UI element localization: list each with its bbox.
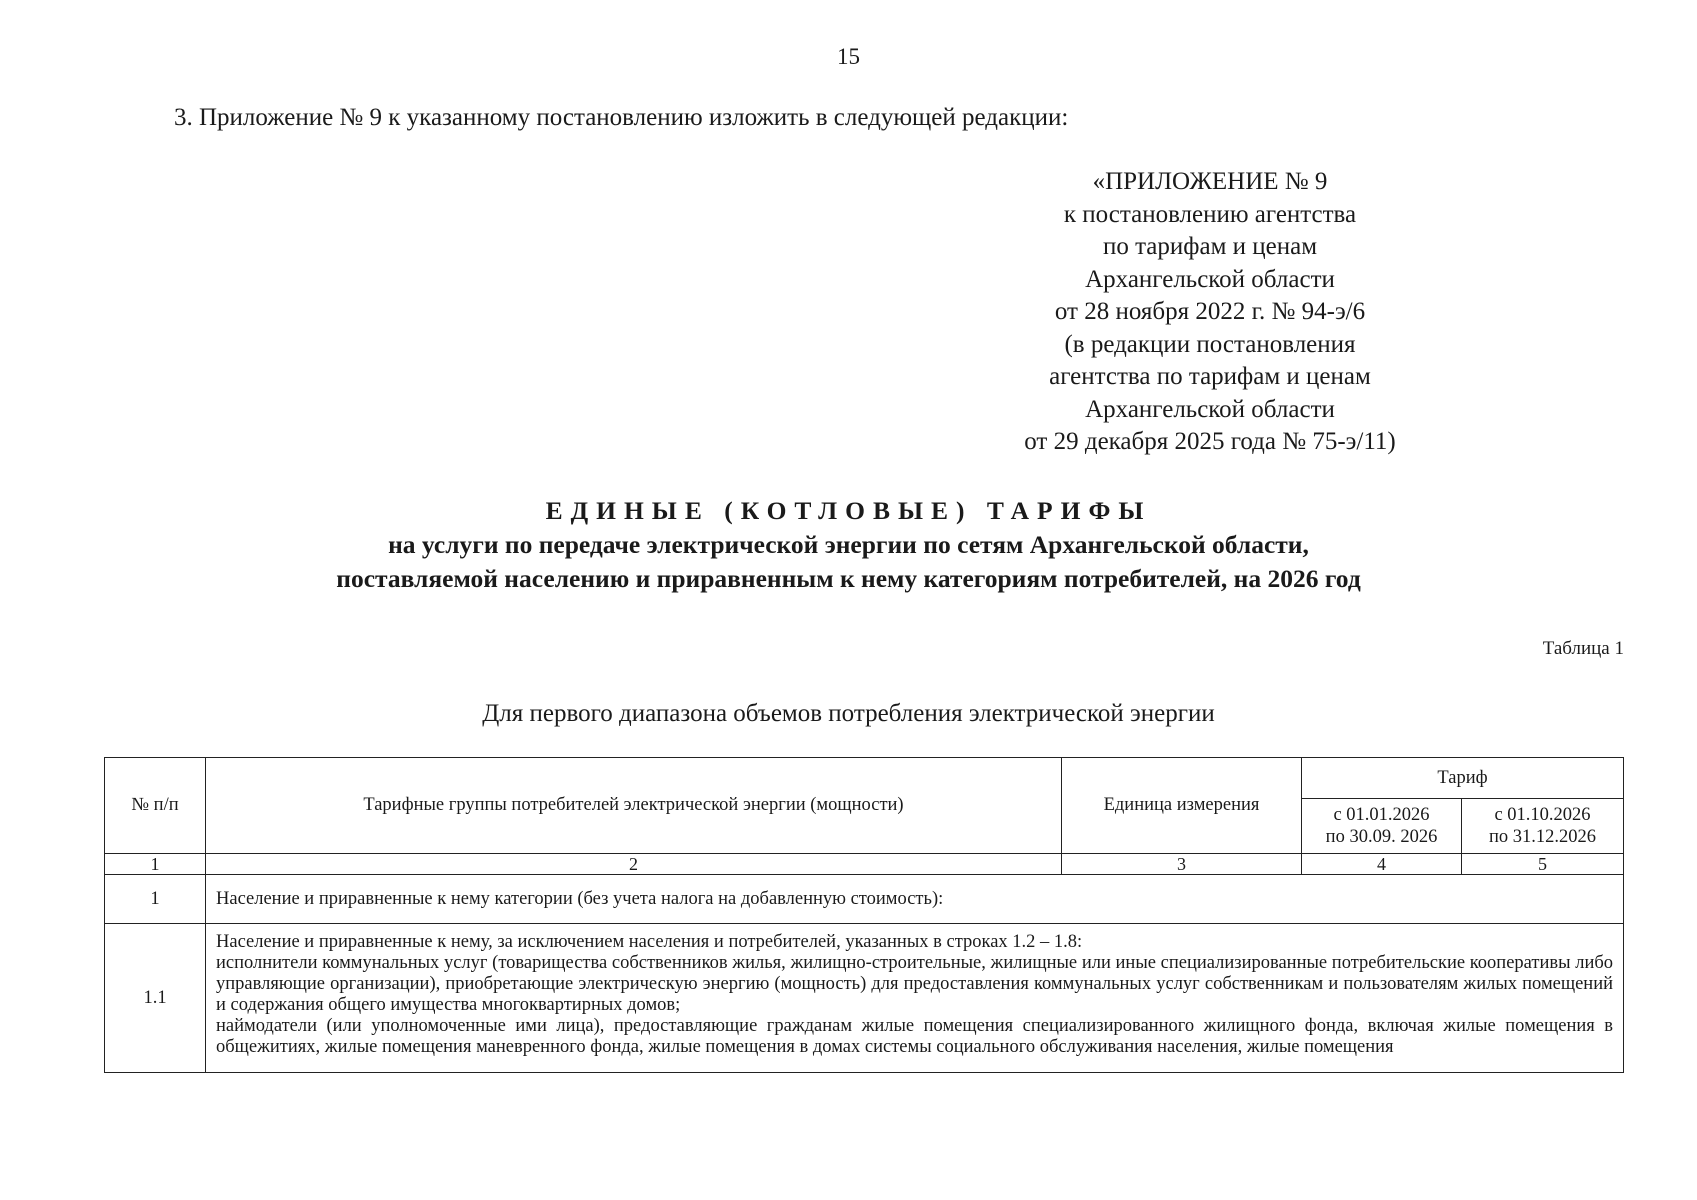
column-number: 4 bbox=[1302, 854, 1462, 875]
header-period-1 bbox=[1302, 799, 1462, 854]
period-1-end: по 30.09. 2026 bbox=[1325, 827, 1438, 847]
header-num: № п/п bbox=[105, 758, 206, 854]
row-description bbox=[206, 924, 1624, 1073]
appendix-line: (в редакции постановления bbox=[1064, 330, 1356, 358]
appendix-line: от 28 ноября 2022 г. № 94-э/6 bbox=[1054, 298, 1366, 325]
header-period-2 bbox=[1462, 799, 1624, 854]
page-number: 15 bbox=[837, 44, 860, 69]
document-subtitle: на услуги по передаче электрической энергии по сетям Архангельской области, bbox=[388, 530, 1309, 559]
document-subtitle: поставляемой населению и приравненным к нему категориям потребителей, на 2026 год bbox=[336, 564, 1361, 593]
table-row bbox=[105, 875, 1624, 924]
appendix-header bbox=[1010, 166, 1410, 459]
table-caption: Таблица 1 bbox=[1542, 638, 1624, 659]
appendix-line: от 29 декабря 2025 года № 75-э/11) bbox=[1024, 428, 1396, 455]
column-number: 3 bbox=[1062, 854, 1302, 875]
column-number: 5 bbox=[1462, 854, 1624, 875]
period-2-start: с 01.10.2026 bbox=[1494, 805, 1591, 825]
row-number: 1.1 bbox=[105, 924, 206, 1073]
table-header-row bbox=[105, 758, 1624, 799]
row-description-text bbox=[216, 924, 1613, 1072]
table-row bbox=[105, 924, 1624, 1073]
appendix-line: к постановлению агентства bbox=[1063, 200, 1357, 228]
appendix-line: Архангельской области bbox=[1085, 395, 1335, 423]
row-paragraph: наймодатели (или уполномоченные ими лица), предоставляющие гражданам жилые помещения специализированного жилищного фонда, включая жилые помещения в общежитиях, жилые помещения маневренного фонда, жилые помещения в домах системы социального обслуживания населения, жилые помещения bbox=[216, 1016, 1614, 1057]
appendix-line: Архангельской области bbox=[1085, 265, 1335, 293]
header-unit: Единица измерения bbox=[1062, 758, 1302, 854]
row-number: 1 bbox=[105, 875, 206, 924]
column-number-row bbox=[105, 854, 1624, 875]
appendix-line: агентства по тарифам и ценам bbox=[1049, 363, 1371, 390]
range-heading: Для первого диапазона объемов потребления электрической энергии bbox=[482, 700, 1215, 727]
column-number: 1 bbox=[105, 854, 206, 875]
header-group: Тарифные группы потребителей электрической энергии (мощности) bbox=[206, 758, 1062, 854]
document-title: ЕДИНЫЕ (КОТЛОВЫЕ) ТАРИФЫ bbox=[545, 496, 1152, 525]
header-tariff: Тариф bbox=[1302, 758, 1624, 799]
row-description: Население и приравненные к нему категории (без учета налога на добавленную стоимость): bbox=[206, 875, 1624, 924]
intro-paragraph: 3. Приложение № 9 к указанному постановлению изложить в следующей редакции: bbox=[174, 104, 1069, 131]
appendix-line: «ПРИЛОЖЕНИЕ № 9 bbox=[1092, 168, 1328, 195]
column-number: 2 bbox=[206, 854, 1062, 875]
row-paragraph: Население и приравненные к нему, за исключением населения и потребителей, указанных в строках 1.2 – 1.8: bbox=[216, 932, 1083, 952]
appendix-line: по тарифам и ценам bbox=[1102, 233, 1318, 260]
row-paragraph: исполнители коммунальных услуг (товарищества собственников жилья, жилищно-строительные, жилищные или иные специализированные потребительские кооперативы либо управляющие организации), приобретающие электрическую энергию (мощность) для предоставления коммунальных услуг собственникам и пользователям жилых помещений и содержания общего имущества многоквартирных домов; bbox=[216, 953, 1614, 1015]
tariff-table bbox=[104, 757, 1624, 1073]
period-2-end: по 31.12.2026 bbox=[1488, 827, 1597, 847]
period-1-start: с 01.01.2026 bbox=[1333, 805, 1430, 825]
